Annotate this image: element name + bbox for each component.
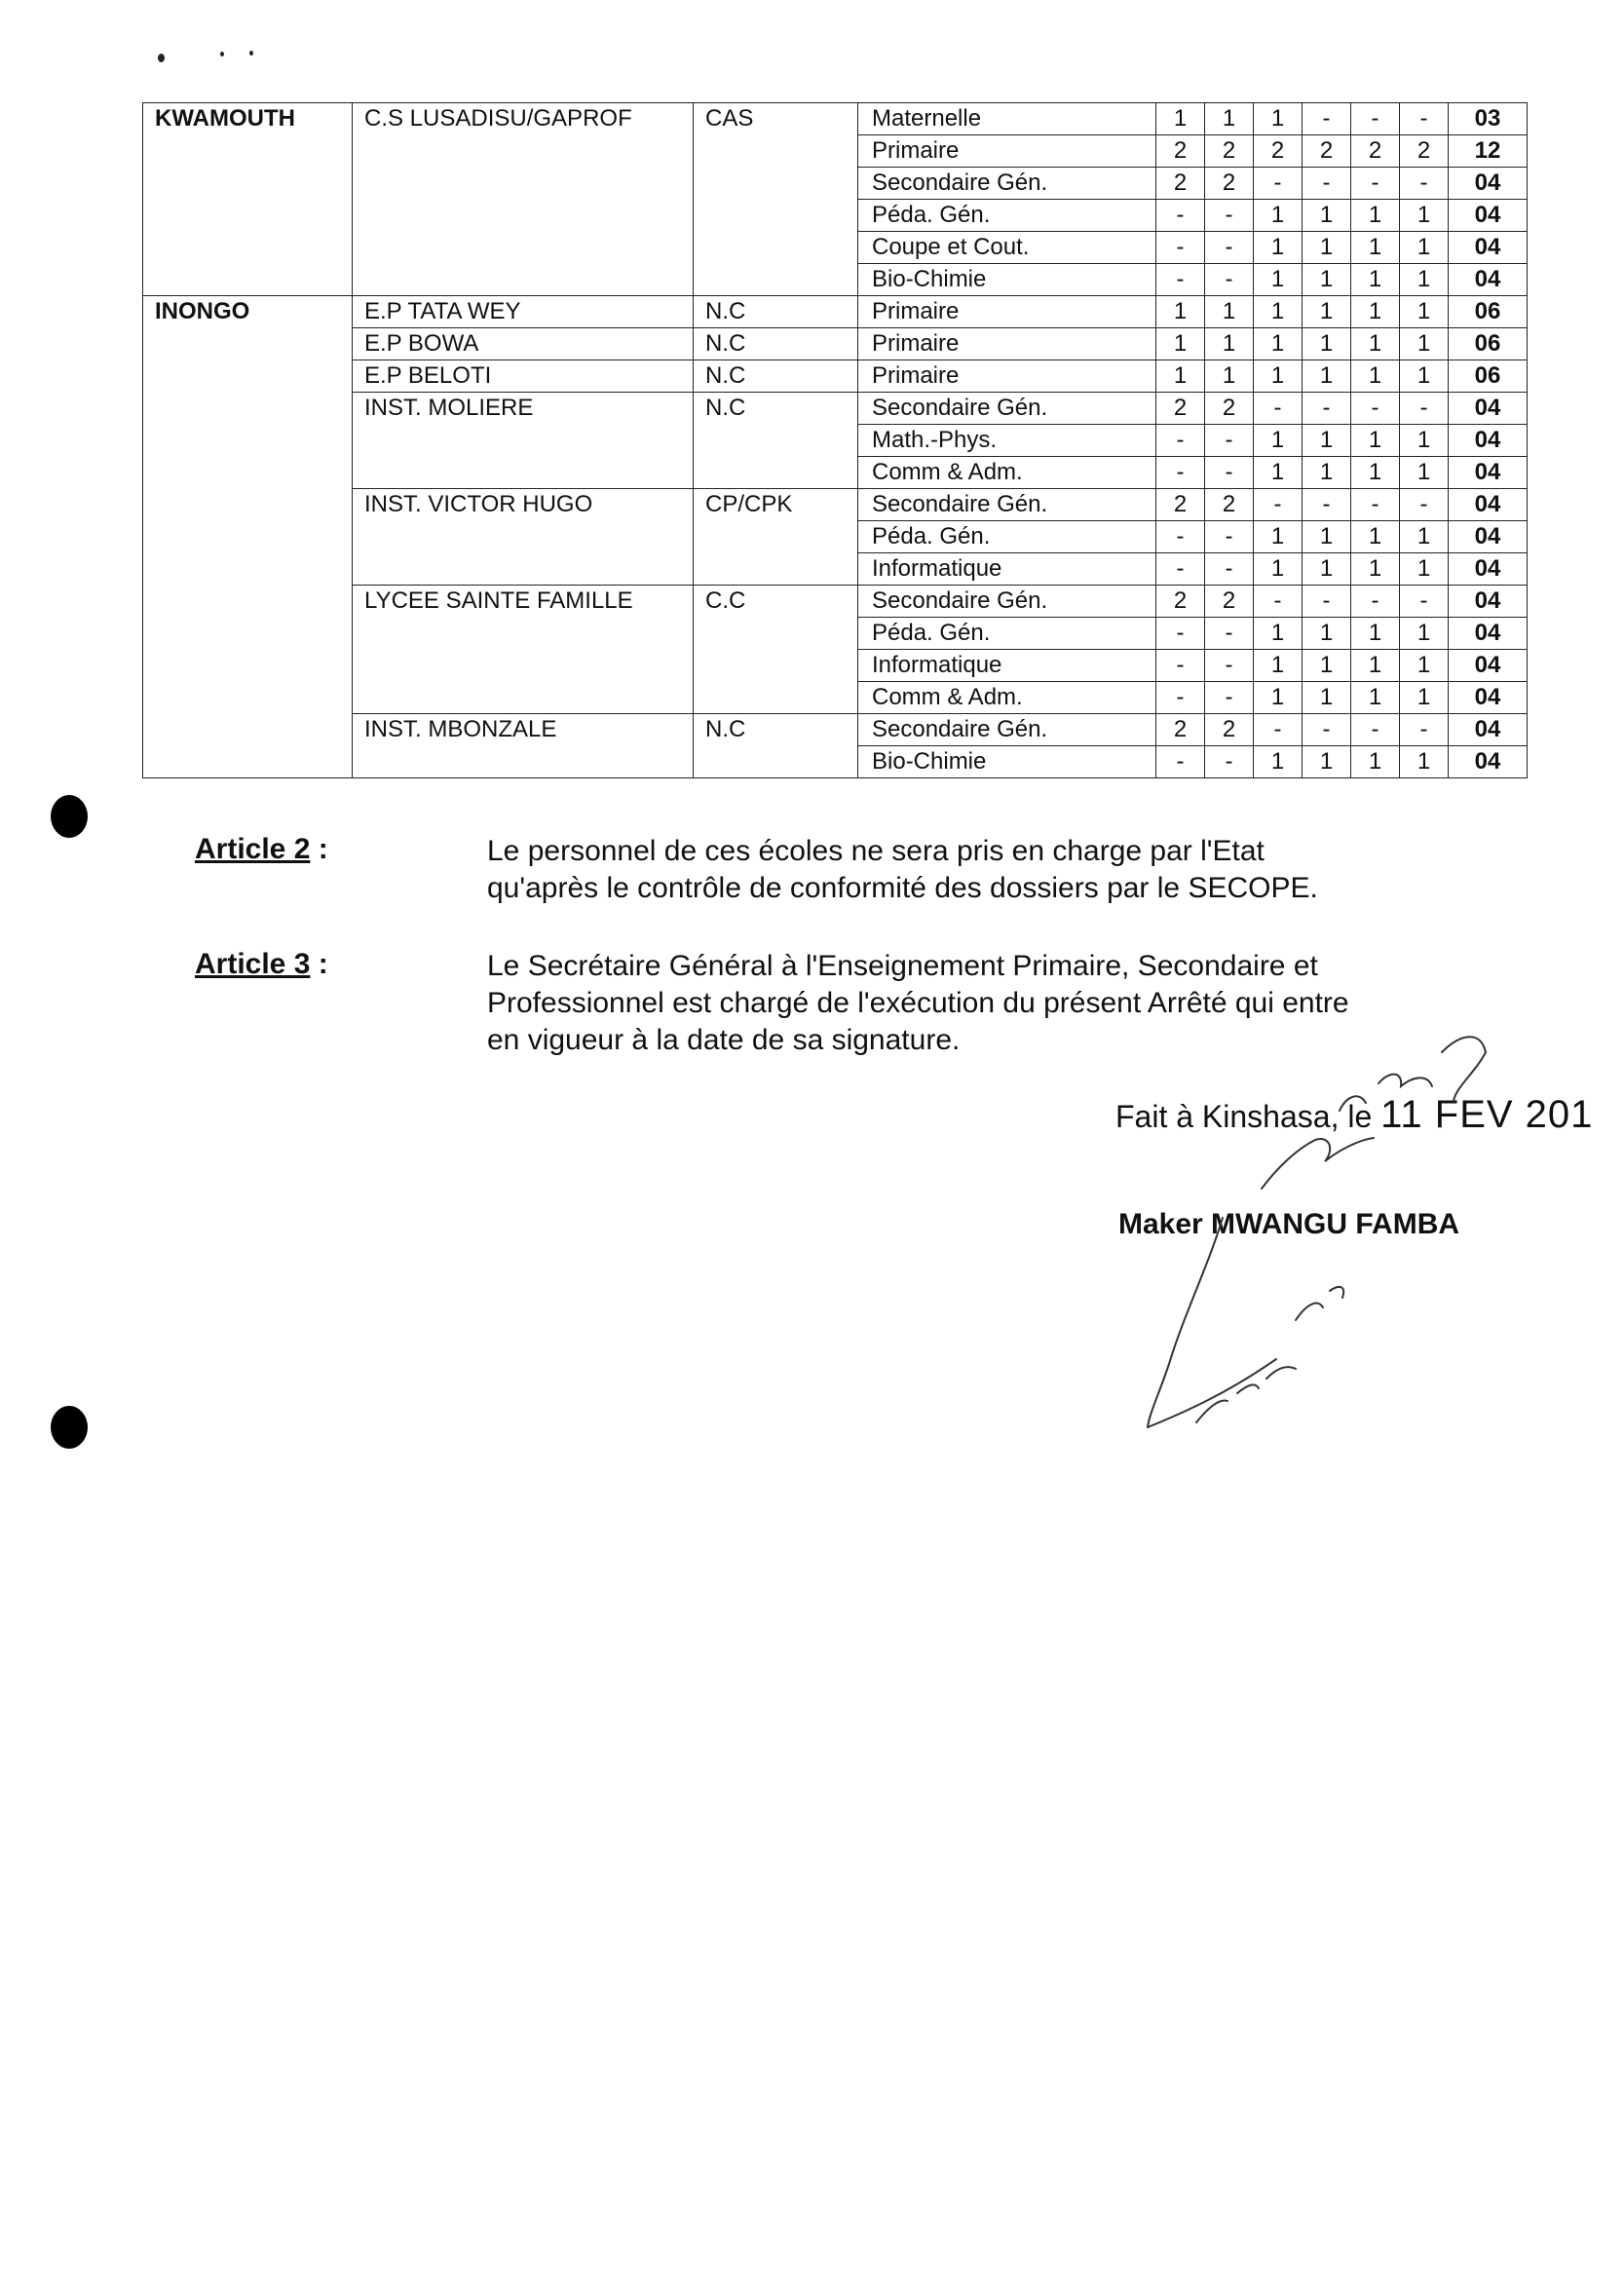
class-count-cell: 2 <box>1205 168 1254 200</box>
level-cell: Péda. Gén. <box>858 521 1156 553</box>
class-count-cell: 2 <box>1205 135 1254 168</box>
class-count-cell: 2 <box>1205 489 1254 521</box>
class-count-cell: 1 <box>1254 553 1303 586</box>
school-name-cell: E.P BELOTI <box>353 360 694 393</box>
class-count-cell: 1 <box>1351 618 1400 650</box>
total-cell: 06 <box>1449 296 1528 328</box>
level-cell: Primaire <box>858 296 1156 328</box>
school-status-cell: CAS <box>694 103 858 296</box>
class-count-cell: - <box>1156 618 1205 650</box>
class-count-cell: 2 <box>1205 714 1254 746</box>
class-count-cell: - <box>1156 264 1205 296</box>
total-cell: 12 <box>1449 135 1528 168</box>
region-cell: KWAMOUTH <box>143 103 353 296</box>
level-cell: Secondaire Gén. <box>858 168 1156 200</box>
level-cell: Comm & Adm. <box>858 457 1156 489</box>
class-count-cell: 1 <box>1400 360 1449 393</box>
level-cell: Comm & Adm. <box>858 682 1156 714</box>
class-count-cell: 1 <box>1351 650 1400 682</box>
level-cell: Maternelle <box>858 103 1156 135</box>
class-count-cell: 2 <box>1156 489 1205 521</box>
signatory-name: Maker MWANGU FAMBA <box>1118 1208 1460 1240</box>
class-count-cell: 1 <box>1303 618 1351 650</box>
level-cell: Primaire <box>858 328 1156 360</box>
school-status-cell: N.C <box>694 360 858 393</box>
class-count-cell: - <box>1303 168 1351 200</box>
class-count-cell: 2 <box>1351 135 1400 168</box>
class-count-cell: 1 <box>1351 682 1400 714</box>
class-count-cell: 1 <box>1303 746 1351 778</box>
total-cell: 04 <box>1449 457 1528 489</box>
total-cell: 04 <box>1449 489 1528 521</box>
article-label: Article 3 : <box>195 948 328 980</box>
level-cell: Math.-Phys. <box>858 425 1156 457</box>
class-count-cell: 1 <box>1303 521 1351 553</box>
class-count-cell: 1 <box>1400 425 1449 457</box>
class-count-cell: - <box>1156 425 1205 457</box>
class-count-cell: - <box>1400 393 1449 425</box>
total-cell: 04 <box>1449 618 1528 650</box>
article-line: Professionnel est chargé de l'exécution du présent Arrêté qui entre <box>487 987 1349 1019</box>
total-cell: 04 <box>1449 586 1528 618</box>
school-name-cell: INST. MOLIERE <box>353 393 694 489</box>
total-cell: 04 <box>1449 168 1528 200</box>
total-cell: 06 <box>1449 360 1528 393</box>
class-count-cell: 1 <box>1303 232 1351 264</box>
class-count-cell: 1 <box>1400 521 1449 553</box>
class-count-cell: - <box>1351 393 1400 425</box>
school-status-cell: C.C <box>694 586 858 714</box>
class-count-cell: - <box>1205 746 1254 778</box>
article-line: en vigueur à la date de sa signature. <box>487 1024 961 1056</box>
class-count-cell: 1 <box>1156 103 1205 135</box>
school-name-cell: E.P BOWA <box>353 328 694 360</box>
class-count-cell: - <box>1205 232 1254 264</box>
class-count-cell: 1 <box>1254 328 1303 360</box>
class-count-cell: 1 <box>1351 553 1400 586</box>
class-count-cell: - <box>1205 553 1254 586</box>
class-count-cell: - <box>1351 489 1400 521</box>
class-count-cell: 1 <box>1303 296 1351 328</box>
class-count-cell: 1 <box>1351 425 1400 457</box>
class-count-cell: 2 <box>1254 135 1303 168</box>
class-count-cell: - <box>1351 586 1400 618</box>
table-row <box>143 296 1528 328</box>
class-count-cell: 1 <box>1156 328 1205 360</box>
class-count-cell: 1 <box>1351 521 1400 553</box>
class-count-cell: 2 <box>1156 135 1205 168</box>
class-count-cell: 1 <box>1254 296 1303 328</box>
level-cell: Secondaire Gén. <box>858 489 1156 521</box>
class-count-cell: - <box>1400 489 1449 521</box>
school-status-cell: N.C <box>694 714 858 778</box>
class-count-cell: 1 <box>1303 200 1351 232</box>
class-count-cell: - <box>1351 168 1400 200</box>
level-cell: Primaire <box>858 135 1156 168</box>
class-count-cell: 1 <box>1303 457 1351 489</box>
class-count-cell: 1 <box>1205 360 1254 393</box>
class-count-cell: - <box>1205 682 1254 714</box>
class-count-cell: - <box>1156 232 1205 264</box>
level-cell: Coupe et Cout. <box>858 232 1156 264</box>
school-name-cell: LYCEE SAINTE FAMILLE <box>353 586 694 714</box>
class-count-cell: 2 <box>1156 714 1205 746</box>
class-count-cell: - <box>1400 168 1449 200</box>
class-count-cell: - <box>1205 521 1254 553</box>
class-count-cell: 1 <box>1254 360 1303 393</box>
class-count-cell: 1 <box>1400 296 1449 328</box>
class-count-cell: - <box>1303 103 1351 135</box>
table-body <box>143 103 1528 778</box>
class-count-cell: 2 <box>1156 168 1205 200</box>
school-status-cell: N.C <box>694 393 858 489</box>
school-name-cell: C.S LUSADISU/GAPROF <box>353 103 694 296</box>
class-count-cell: 1 <box>1254 457 1303 489</box>
class-count-cell: 1 <box>1205 103 1254 135</box>
total-cell: 04 <box>1449 521 1528 553</box>
class-count-cell: 1 <box>1254 746 1303 778</box>
class-count-cell: - <box>1205 264 1254 296</box>
handwritten-signature-icon <box>1091 994 1520 1442</box>
class-count-cell: 1 <box>1400 457 1449 489</box>
class-count-cell: - <box>1254 586 1303 618</box>
class-count-cell: 1 <box>1351 328 1400 360</box>
class-count-cell: - <box>1303 714 1351 746</box>
class-count-cell: 1 <box>1351 360 1400 393</box>
class-count-cell: - <box>1303 393 1351 425</box>
class-count-cell: 1 <box>1254 650 1303 682</box>
level-cell: Primaire <box>858 360 1156 393</box>
total-cell: 04 <box>1449 553 1528 586</box>
class-count-cell: 2 <box>1205 393 1254 425</box>
school-status-cell: N.C <box>694 328 858 360</box>
total-cell: 04 <box>1449 425 1528 457</box>
class-count-cell: 1 <box>1351 296 1400 328</box>
class-count-cell: - <box>1254 393 1303 425</box>
class-count-cell: 1 <box>1156 296 1205 328</box>
school-status-cell: N.C <box>694 296 858 328</box>
school-name-cell: E.P TATA WEY <box>353 296 694 328</box>
class-count-cell: 1 <box>1254 682 1303 714</box>
level-cell: Secondaire Gén. <box>858 714 1156 746</box>
class-count-cell: - <box>1400 586 1449 618</box>
class-count-cell: 1 <box>1303 328 1351 360</box>
total-cell: 04 <box>1449 746 1528 778</box>
class-count-cell: 1 <box>1254 425 1303 457</box>
total-cell: 06 <box>1449 328 1528 360</box>
total-cell: 04 <box>1449 393 1528 425</box>
class-count-cell: - <box>1156 457 1205 489</box>
class-count-cell: 1 <box>1351 746 1400 778</box>
class-count-cell: 1 <box>1351 200 1400 232</box>
class-count-cell: 2 <box>1303 135 1351 168</box>
class-count-cell: 2 <box>1205 586 1254 618</box>
article-text <box>487 833 1422 907</box>
class-count-cell: - <box>1351 714 1400 746</box>
class-count-cell: - <box>1205 200 1254 232</box>
stamped-date: 11 FEV 201 <box>1380 1093 1594 1136</box>
class-count-cell: - <box>1205 457 1254 489</box>
class-count-cell: 1 <box>1303 425 1351 457</box>
class-count-cell: - <box>1254 168 1303 200</box>
class-count-cell: 1 <box>1205 296 1254 328</box>
article-label: Article 2 : <box>195 833 328 865</box>
level-cell: Secondaire Gén. <box>858 586 1156 618</box>
class-count-cell: 1 <box>1400 682 1449 714</box>
class-count-cell: - <box>1156 746 1205 778</box>
class-count-cell: - <box>1205 618 1254 650</box>
class-count-cell: 1 <box>1254 618 1303 650</box>
total-cell: 04 <box>1449 682 1528 714</box>
class-count-cell: - <box>1351 103 1400 135</box>
class-count-cell: 2 <box>1156 586 1205 618</box>
class-count-cell: 1 <box>1205 328 1254 360</box>
class-count-cell: 1 <box>1400 200 1449 232</box>
class-count-cell: 1 <box>1400 553 1449 586</box>
class-count-cell: 1 <box>1156 360 1205 393</box>
article-line: qu'après le contrôle de conformité des dossiers par le SECOPE. <box>487 872 1318 904</box>
level-cell: Bio-Chimie <box>858 264 1156 296</box>
level-cell: Péda. Gén. <box>858 618 1156 650</box>
article-line: Le personnel de ces écoles ne sera pris en charge par l'Etat <box>487 835 1265 867</box>
scan-speck <box>220 52 224 57</box>
class-count-cell: 1 <box>1400 264 1449 296</box>
class-count-cell: 1 <box>1351 264 1400 296</box>
class-count-cell: - <box>1303 489 1351 521</box>
school-staffing-table <box>142 102 1528 778</box>
school-name-cell: INST. VICTOR HUGO <box>353 489 694 586</box>
class-count-cell: - <box>1156 553 1205 586</box>
class-count-cell: 1 <box>1254 103 1303 135</box>
class-count-cell: 1 <box>1351 457 1400 489</box>
class-count-cell: 1 <box>1254 232 1303 264</box>
total-cell: 03 <box>1449 103 1528 135</box>
article-line: Le Secrétaire Général à l'Enseignement Primaire, Secondaire et <box>487 950 1318 982</box>
class-count-cell: 1 <box>1254 521 1303 553</box>
punch-hole-upper <box>51 795 88 838</box>
region-cell: INONGO <box>143 296 353 778</box>
total-cell: 04 <box>1449 264 1528 296</box>
table-row <box>143 103 1528 135</box>
class-count-cell: 1 <box>1303 264 1351 296</box>
class-count-cell: - <box>1400 103 1449 135</box>
total-cell: 04 <box>1449 232 1528 264</box>
scan-speck <box>249 51 253 56</box>
class-count-cell: - <box>1254 489 1303 521</box>
class-count-cell: - <box>1205 425 1254 457</box>
class-count-cell: 1 <box>1303 553 1351 586</box>
class-count-cell: 1 <box>1400 232 1449 264</box>
class-count-cell: 1 <box>1254 200 1303 232</box>
class-count-cell: - <box>1303 586 1351 618</box>
class-count-cell: 1 <box>1303 682 1351 714</box>
class-count-cell: 2 <box>1400 135 1449 168</box>
class-count-cell: - <box>1156 650 1205 682</box>
level-cell: Bio-Chimie <box>858 746 1156 778</box>
total-cell: 04 <box>1449 200 1528 232</box>
class-count-cell: 1 <box>1400 650 1449 682</box>
class-count-cell: 1 <box>1254 264 1303 296</box>
total-cell: 04 <box>1449 650 1528 682</box>
class-count-cell: - <box>1156 200 1205 232</box>
punch-hole-lower <box>51 1406 88 1449</box>
level-cell: Informatique <box>858 553 1156 586</box>
school-status-cell: CP/CPK <box>694 489 858 586</box>
level-cell: Informatique <box>858 650 1156 682</box>
class-count-cell: - <box>1400 714 1449 746</box>
total-cell: 04 <box>1449 714 1528 746</box>
class-count-cell: - <box>1205 650 1254 682</box>
class-count-cell: 1 <box>1351 232 1400 264</box>
level-cell: Secondaire Gén. <box>858 393 1156 425</box>
school-name-cell: INST. MBONZALE <box>353 714 694 778</box>
class-count-cell: - <box>1156 521 1205 553</box>
class-count-cell: - <box>1254 714 1303 746</box>
scan-speck <box>158 54 165 62</box>
class-count-cell: 1 <box>1400 328 1449 360</box>
class-count-cell: 2 <box>1156 393 1205 425</box>
class-count-cell: - <box>1156 682 1205 714</box>
class-count-cell: 1 <box>1400 618 1449 650</box>
level-cell: Péda. Gén. <box>858 200 1156 232</box>
signing-place: Fait à Kinshasa, le <box>1115 1099 1373 1134</box>
class-count-cell: 1 <box>1400 746 1449 778</box>
class-count-cell: 1 <box>1303 360 1351 393</box>
class-count-cell: 1 <box>1303 650 1351 682</box>
